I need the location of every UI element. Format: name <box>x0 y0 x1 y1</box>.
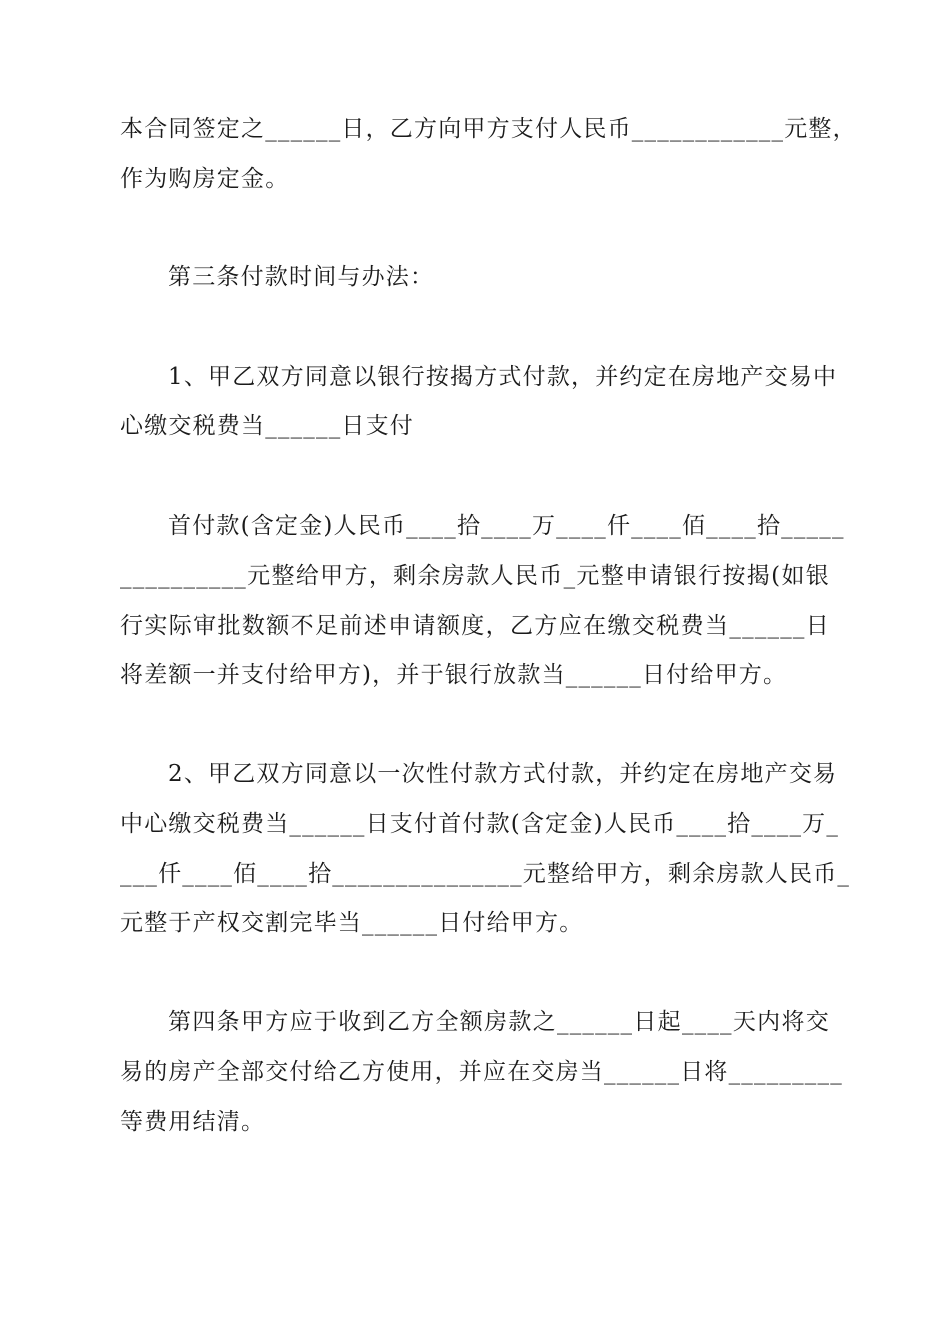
clause-1-line-4: __________元整给甲方，剩余房款人民币_元整申请银行按揭(如银 <box>120 563 830 589</box>
clause-1-line-5: 行实际审批数额不足前述申请额度，乙方应在缴交税费当______日 <box>120 613 830 639</box>
clause-1-line-1: 1、甲乙双方同意以银行按揭方式付款，并约定在房地产交易中 <box>168 364 838 390</box>
article-4-line-1: 第四条甲方应于收到乙方全额房款之______日起____天内将交 <box>168 1009 830 1035</box>
article-4-line-2: 易的房产全部交付给乙方使用，并应在交房当______日将_________ <box>120 1059 843 1085</box>
clause-1-line-6: 将差额一并支付给甲方)，并于银行放款当______日付给甲方。 <box>120 662 788 688</box>
clause-2-line-3: ___仟____佰____拾_______________元整给甲方，剩余房款人民币_ <box>120 861 851 887</box>
clause-2-line-1: 2、甲乙双方同意以一次性付款方式付款，并约定在房地产交易 <box>168 761 838 787</box>
clause-1-line-3: 首付款(含定金)人民币____拾____万____仟____佰____拾_____ <box>168 513 845 539</box>
clause-1-line-2: 心缴交税费当______日支付 <box>120 413 414 439</box>
clause-2-line-2: 中心缴交税费当______日支付首付款(含定金)人民币____拾____万_ <box>120 811 840 837</box>
clause-2-line-4: 元整于产权交割完毕当______日付给甲方。 <box>120 910 584 936</box>
contract-line-1: 本合同签定之______日，乙方向甲方支付人民币____________元整， <box>120 116 857 142</box>
article-4-line-3: 等费用结清。 <box>120 1109 266 1135</box>
article-3-heading: 第三条付款时间与办法： <box>168 264 435 290</box>
contract-line-2: 作为购房定金。 <box>120 166 290 192</box>
